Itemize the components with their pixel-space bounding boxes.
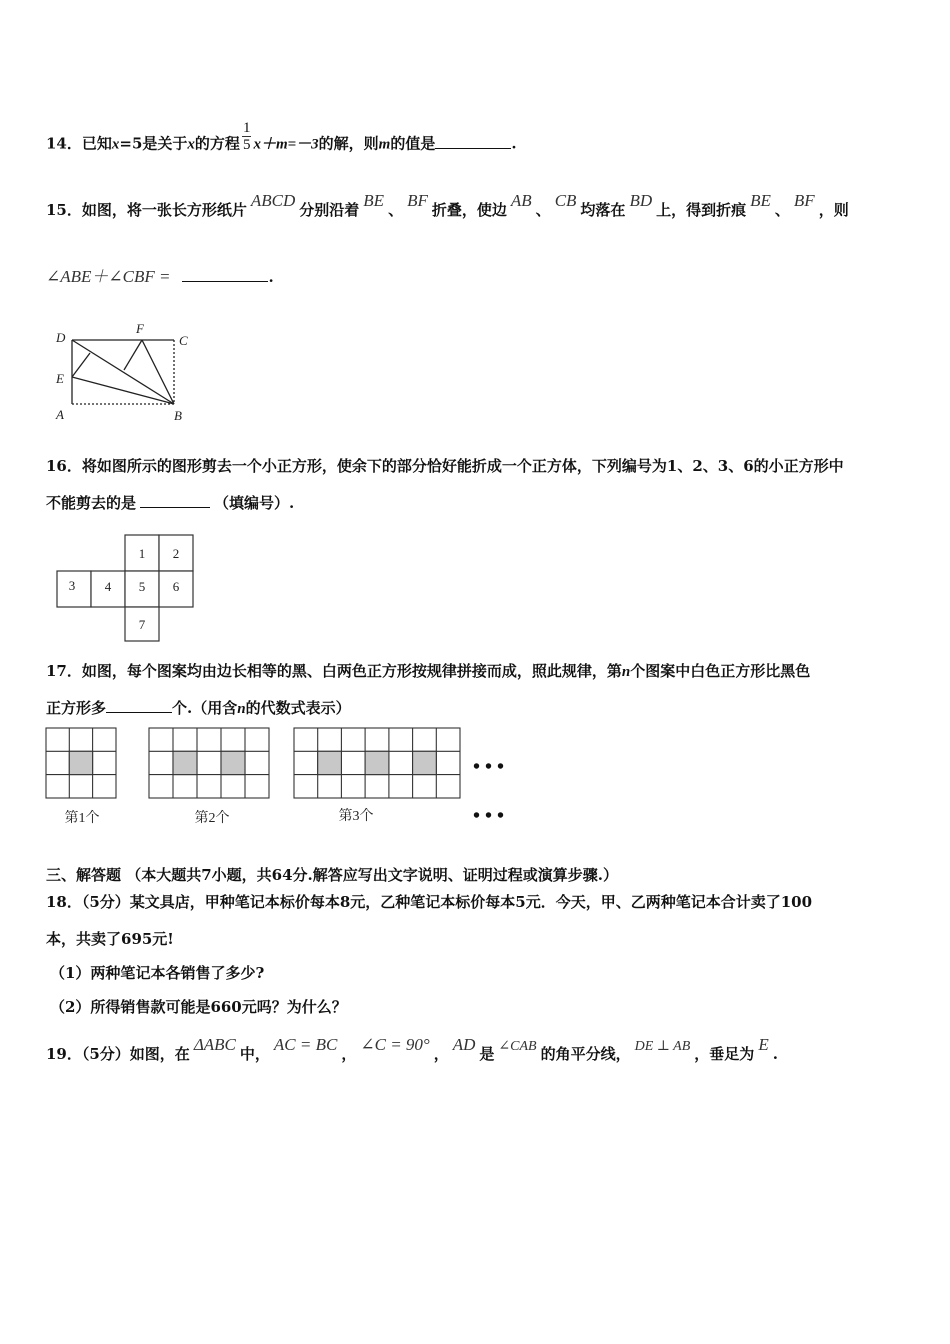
pattern-2 — [149, 728, 269, 798]
section-3-heading: 三、解答题 （本大题共7小题，共64分.解答应写出文字说明、证明过程或演算步骤.） — [46, 866, 618, 884]
caption-1: 第1个 — [64, 811, 100, 826]
black-square — [69, 751, 92, 774]
question-14: 14．已知x=5是关于x的方程 $\frac{1}{5}$ x＋m=－3的解，则m的值是 . — [46, 120, 517, 153]
ellipsis-dots-upper: • • • — [473, 756, 505, 778]
black-square — [221, 751, 245, 774]
black-square — [173, 751, 197, 774]
question-18-sub1: （1）两种笔记本各销售了多少? — [50, 964, 265, 982]
black-square — [413, 751, 437, 774]
cell-label-6: 6 — [172, 579, 180, 594]
cell-label-1: 1 — [138, 546, 146, 561]
fraction-one-fifth: $\frac{1}{5}$ — [242, 120, 251, 153]
pattern-3 — [294, 728, 460, 798]
pattern-1 — [46, 728, 116, 798]
question-17-line2: 正方形多 个.（用含n的代数式表示） — [46, 699, 351, 717]
question-17-line1: 17．如图，每个图案均由边长相等的黑、白两色正方形按规律拼接而成，照此规律，第n个图案中白色正方形比黑色 — [46, 662, 811, 680]
question-15-expression: ∠ABE＋∠CBF = . — [46, 267, 274, 286]
caption-2: 第2个 — [194, 811, 230, 826]
cell-label-4: 4 — [104, 579, 112, 594]
question-18-line1: 18．（5分）某文具店，甲种笔记本标价每本8元，乙种笔记本标价每本5元．今天，甲、乙两种笔记本合计卖了100 — [46, 893, 813, 911]
cell-label-7: 7 — [138, 617, 146, 632]
ellipsis-dots-lower: • • • — [473, 805, 505, 827]
question-16-line1: 16．将如图所示的图形剪去一个小正方形，使余下的部分恰好能折成一个正方体，下列编号为1、2、3、6的小正方形中 — [46, 457, 844, 475]
label-c: C — [179, 333, 188, 348]
crease-be — [72, 377, 174, 404]
cell-label-5: 5 — [138, 579, 146, 594]
answer-blank — [140, 493, 210, 508]
fold-f — [124, 340, 142, 370]
black-square — [318, 751, 342, 774]
answer-blank — [435, 134, 511, 149]
label-f: F — [136, 321, 144, 336]
question-15: 15．如图，将一张长方形纸片 ABCD 分别沿着 BE 、 BF 折叠，使边 AB 、 CB 均落在 BD 上，得到折痕 BE 、 BF ，则 — [46, 191, 849, 219]
label-b: B — [174, 408, 182, 423]
label-e: E — [56, 371, 64, 386]
rectangle-fold-figure — [50, 320, 200, 425]
caption-3: 第3个 — [338, 809, 374, 824]
question-16-line2: 不能剪去的是 （填编号）. — [46, 494, 295, 512]
cell-label-3: 3 — [68, 578, 76, 593]
black-square — [365, 751, 389, 774]
label-a: A — [56, 407, 64, 422]
fold-e — [72, 353, 90, 377]
question-18-sub2: （2）所得销售款可能是660元吗？为什么？ — [50, 998, 347, 1016]
cube-net-figure — [55, 533, 200, 643]
question-18-line2: 本，共卖了695元! — [46, 930, 174, 948]
question-19: 19．（5分）如图，在 ΔABC 中， AC = BC ， ∠C = 90° ， AD 是 ∠CAB 的角平分线， DE ⊥ AB ，垂足为 E . — [46, 1035, 778, 1063]
label-d: D — [56, 330, 66, 345]
pattern-figures — [40, 722, 560, 832]
answer-blank — [106, 698, 172, 713]
answer-blank — [182, 267, 268, 282]
cell-label-2: 2 — [172, 546, 180, 561]
